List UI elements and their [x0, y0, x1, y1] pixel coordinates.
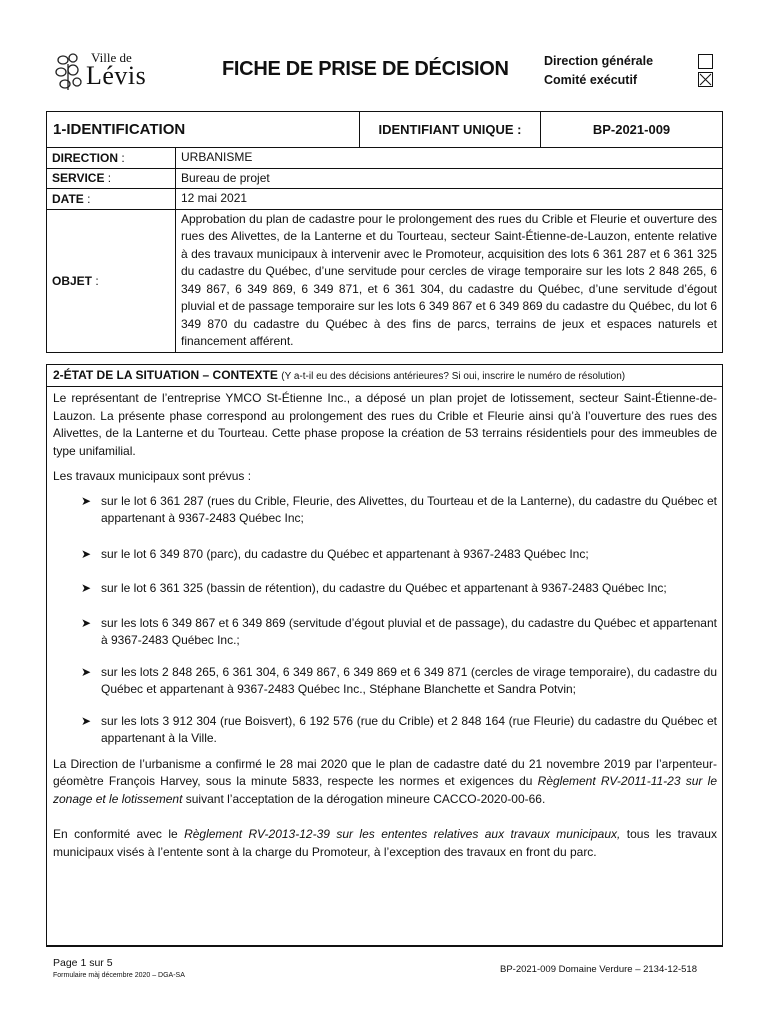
section1-title: 1-IDENTIFICATION [47, 112, 360, 147]
arrow-bullet-icon: ➤ [81, 713, 92, 728]
logo-ville-text: Ville de [91, 50, 132, 65]
identification-header [46, 111, 723, 148]
arrow-bullet-icon: ➤ [81, 615, 92, 630]
situation-section [46, 364, 723, 947]
service-value: Bureau de projet [176, 168, 723, 189]
list-intro: Les travaux municipaux sont prévus : [53, 469, 252, 483]
table-row [47, 189, 723, 210]
table-row [47, 168, 723, 189]
date-value: 12 mai 2021 [176, 189, 723, 210]
list-item: ➤ sur les lots 6 349 867 et 6 349 869 (servitude d’égout pluvial et de passage), du cadastre du Québec et appartenant à 9367-2483 Québec Inc.; [81, 615, 717, 647]
form-version: Formulaire màj décembre 2020 – DGA-SA [53, 972, 185, 979]
row-label: SERVICE : [47, 168, 176, 189]
arrow-bullet-icon: ➤ [81, 493, 92, 508]
section2-header [47, 365, 722, 387]
row-label: OBJET : [47, 209, 176, 352]
table-row [47, 148, 723, 169]
ville-de-levis-logo [53, 50, 163, 94]
row-label: DIRECTION : [47, 148, 176, 169]
section2-subtitle: (Y a-t-il eu des décisions antérieures? Si oui, inscrire le numéro de résolution) [281, 371, 626, 382]
list-item: ➤ sur le lot 6 349 870 (parc), du cadastre du Québec et appartenant à 9367-2483 Québec Inc; [53, 546, 717, 564]
fleur-logo-icon [53, 52, 85, 92]
section2-body [47, 387, 722, 861]
section2-title: 2-ÉTAT DE LA SITUATION – CONTEXTE [53, 368, 278, 382]
arrow-bullet-icon: ➤ [81, 581, 92, 595]
identifiant-label: IDENTIFIANT UNIQUE : [360, 112, 541, 147]
urbanisme-paragraph: La Direction de l’urbanisme a confirmé le 28 mai 2020 que le plan de cadastre daté du 21 novembre 2019 par l’arpenteur-géomètre François Harvey, sous la minute 5833, respecte les normes et exigences du Règlement RV-2011-11-23 sur le zonage et le lotissement suivant l’acceptation de la dérogation mineure CACCO-2020-00-66. [53, 756, 717, 806]
list-item: ➤ sur le lot 6 361 287 (rues du Crible, Fleurie, des Alivettes, du Tourteau et de la Lanterne), du cadastre du Québec et appartenant à 9367-2483 Québec Inc; [81, 493, 717, 525]
comite-executif-checkbox[interactable] [698, 72, 713, 87]
list-item: ➤ sur les lots 2 848 265, 6 361 304, 6 349 867, 6 349 869 et 6 349 871 (cercles de virage temporaire), du cadastre du Québec et appartenant à 9367-2483 Québec Inc., Stéphane Blanchette et Sandra Potvin; [81, 664, 717, 696]
logo-levis-text: Lévis [86, 61, 147, 90]
intro-paragraph: Le représentant de l’entreprise YMCO St-Étienne Inc., a déposé un plan projet de lotissement, secteur Saint-Étienne-de-Lauzon. La présente phase correspond au prolongement des rues du Crible et Fleurie ainsi qu’à l’ouverture des rues des Alivettes, de la Lanterne et du Tourteau. Cette phase propose la création de 53 terrains résidentiels pour des immeubles de type unifamilial. [53, 391, 717, 458]
comite-executif-label: Comité exécutif [544, 73, 638, 87]
table-row [47, 209, 723, 352]
arrow-bullet-icon: ➤ [81, 664, 92, 679]
destination-labels [544, 52, 653, 90]
direction-generale-label: Direction générale [544, 54, 654, 68]
direction-generale-checkbox[interactable] [698, 54, 713, 69]
list-item: ➤ sur le lot 6 361 325 (bassin de rétention), du cadastre du Québec et appartenant à 9367-2483 Québec Inc; [53, 580, 717, 598]
checked-x-icon [699, 73, 712, 86]
objet-value: Approbation du plan de cadastre pour le prolongement des rues du Crible et Fleurie et ouverture des rues des Alivettes, de la Lanterne et du Tourteau, secteur Saint-Étienne-de-Lauzon, entente relative à des travaux municipaux à intervenir avec le Promoteur, acquisition des lots 6 361 287 et 6 361 325 du cadastre du Québec, d’une servitude pour cercles de virage temporaire sur les lots 2 848 265, 6 349 867, 6 349 869, 6 349 871, et 6 361 304, du cadastre du Québec, d’une servitude d’égout pluvial et de passage temporaire sur les lots 6 349 867 et 6 349 869 du cadastre du Québec, du lot 6 349 870 du cadastre du Québec à des fins de parcs, terrains de jeux et espaces naturels et financement afférent. [176, 209, 723, 352]
direction-value: URBANISME [176, 148, 723, 169]
list-item: ➤ sur les lots 3 912 304 (rue Boisvert), 6 192 576 (rue du Crible) et 2 848 164 (rue Fleurie) du cadastre du Québec et appartenant à la Ville. [81, 713, 717, 745]
arrow-bullet-icon: ➤ [81, 546, 92, 561]
conformite-paragraph: En conformité avec le Règlement RV-2013-12-39 sur les ententes relatives aux travaux municipaux, tous les travaux municipaux visés à l’entente sont à la charge du Promoteur, à l’exception des travaux en front du parc. [53, 827, 717, 859]
identifiant-value: BP-2021-009 [592, 122, 671, 137]
identification-table [46, 147, 723, 353]
page-number: Page 1 sur 5 [53, 957, 113, 969]
document-reference: BP-2021-009 Domaine Verdure – 2134-12-518 [500, 964, 697, 975]
row-label: DATE : [47, 189, 176, 210]
page-title: FICHE DE PRISE DE DÉCISION [222, 58, 509, 80]
